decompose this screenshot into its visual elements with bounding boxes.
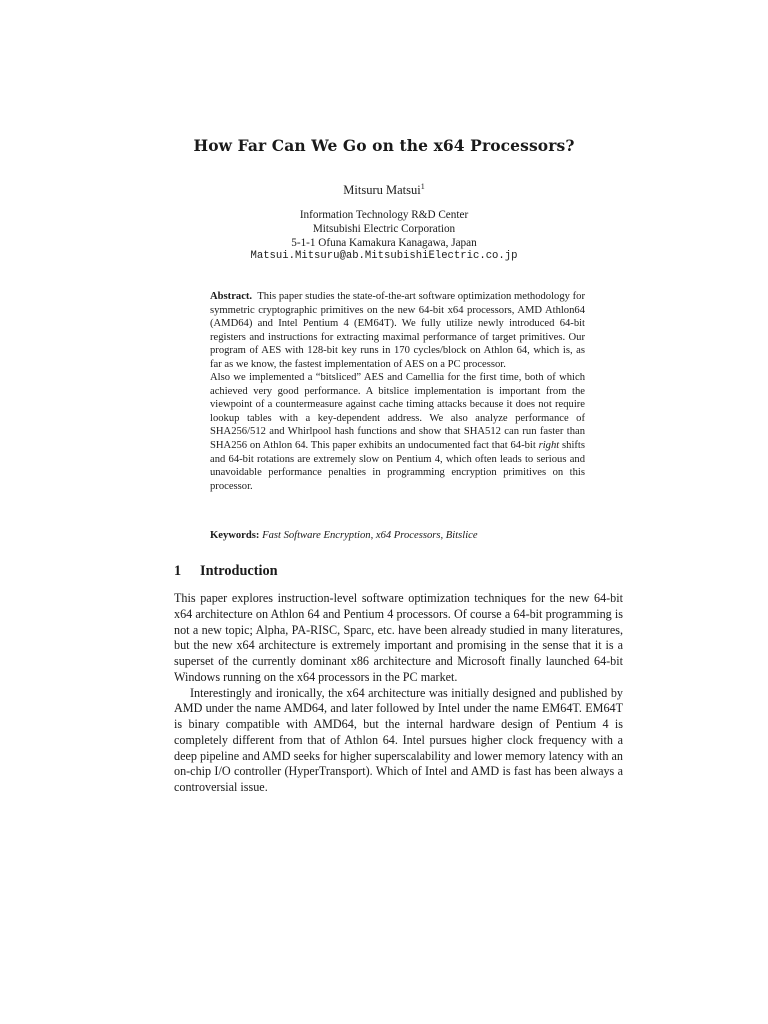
keywords-label: Keywords:: [210, 530, 260, 541]
abstract-text-1: This paper studies the state-of-the-art software optimization methodology for symmetric cryptographic primitives on the new 64-bit x64 processors, AMD Athlon64 (AMD64) and Intel Pentium 4 (EM64T). We fully utilize newly introduced 64-bit registers and instructions for extracting maximal performance of target primitives. Our program of AES with 128-bit key runs in 170 cycles/block on Athlon 64, which is, as far as we know, the fastest implementation of AES on a PC processor.: [210, 291, 585, 370]
affiliation-block: [0, 209, 768, 264]
paper-title: How Far Can We Go on the x64 Processors?: [193, 136, 575, 155]
section-number: 1: [174, 563, 182, 579]
introduction-body: [174, 591, 623, 796]
affiliation-department: Information Technology R&D Center: [299, 209, 469, 221]
author-email: Matsui.Mitsuru@ab.MitsubishiElectric.co.jp: [250, 250, 518, 263]
author-line: [0, 182, 768, 198]
affiliation-organization: Mitsubishi Electric Corporation: [312, 222, 456, 235]
keywords-line: [210, 529, 585, 543]
abstract-text-2b: shifts and 64-bit rotations are extremely slow on Pentium 4, which often leads to serious and unavoidable performance penalties in programming encryption primitives on this processor.: [210, 440, 585, 492]
author-footnote-mark: 1: [420, 182, 425, 191]
abstract-paragraph-1: [210, 290, 585, 371]
section-heading-introduction: [174, 563, 624, 580]
keywords-value: Fast Software Encryption, x64 Processors, Bitslice: [262, 530, 478, 541]
affiliation-address: 5-1-1 Ofuna Kamakura Kanagawa, Japan: [291, 236, 477, 249]
abstract-block: [210, 290, 585, 493]
abstract-paragraph-2: [210, 371, 585, 493]
introduction-paragraph-2: Interestingly and ironically, the x64 architecture was initially designed and published by AMD under the name AMD64, and later followed by Intel under the name EM64T. EM64T is binary compatible with AMD64, but the internal hardware design of Pentium 4 is completely different from that of Athlon 64. Intel pursues higher clock frequency with a deep pipeline and AMD seeks for higher superscalability and lower memory latency with an on-chip I/O controller (HyperTransport). Which of Intel and AMD is fast has been always a controversial issue.: [174, 685, 623, 794]
abstract-text-2a: Also we implemented a “bitsliced” AES and Camellia for the first time, both of which achieved very good performance. A bitslice implementation is important from the viewpoint of a countermeasure against cache timing attacks because it does not require lookup tables with a key-dependent address. We also analyze performance of SHA256/512 and Whirlpool hash functions and show that SHA512 can run faster than SHA256 on Athlon 64. This paper exhibits an undocumented fact that 64-bit: [210, 372, 585, 452]
abstract-italic-word: right: [538, 440, 560, 452]
section-title: Introduction: [200, 563, 278, 579]
abstract-label: Abstract.: [210, 291, 253, 302]
introduction-paragraph-1: This paper explores instruction-level software optimization techniques for the new 64-bit x64 architecture on Athlon 64 and Pentium 4 processors. Of course a 64-bit programming is not a new topic; Alpha, PA-RISC, Sparc, etc. have been already studied in many literatures, but the new x64 architecture is extremely important and promising in the sense that it is a superset of the currently dominant x86 architecture and Microsoft finally launched 64-bit Windows running on the x64 processors in the PC market.: [174, 591, 623, 684]
author-name: Mitsuru Matsui: [343, 183, 421, 198]
